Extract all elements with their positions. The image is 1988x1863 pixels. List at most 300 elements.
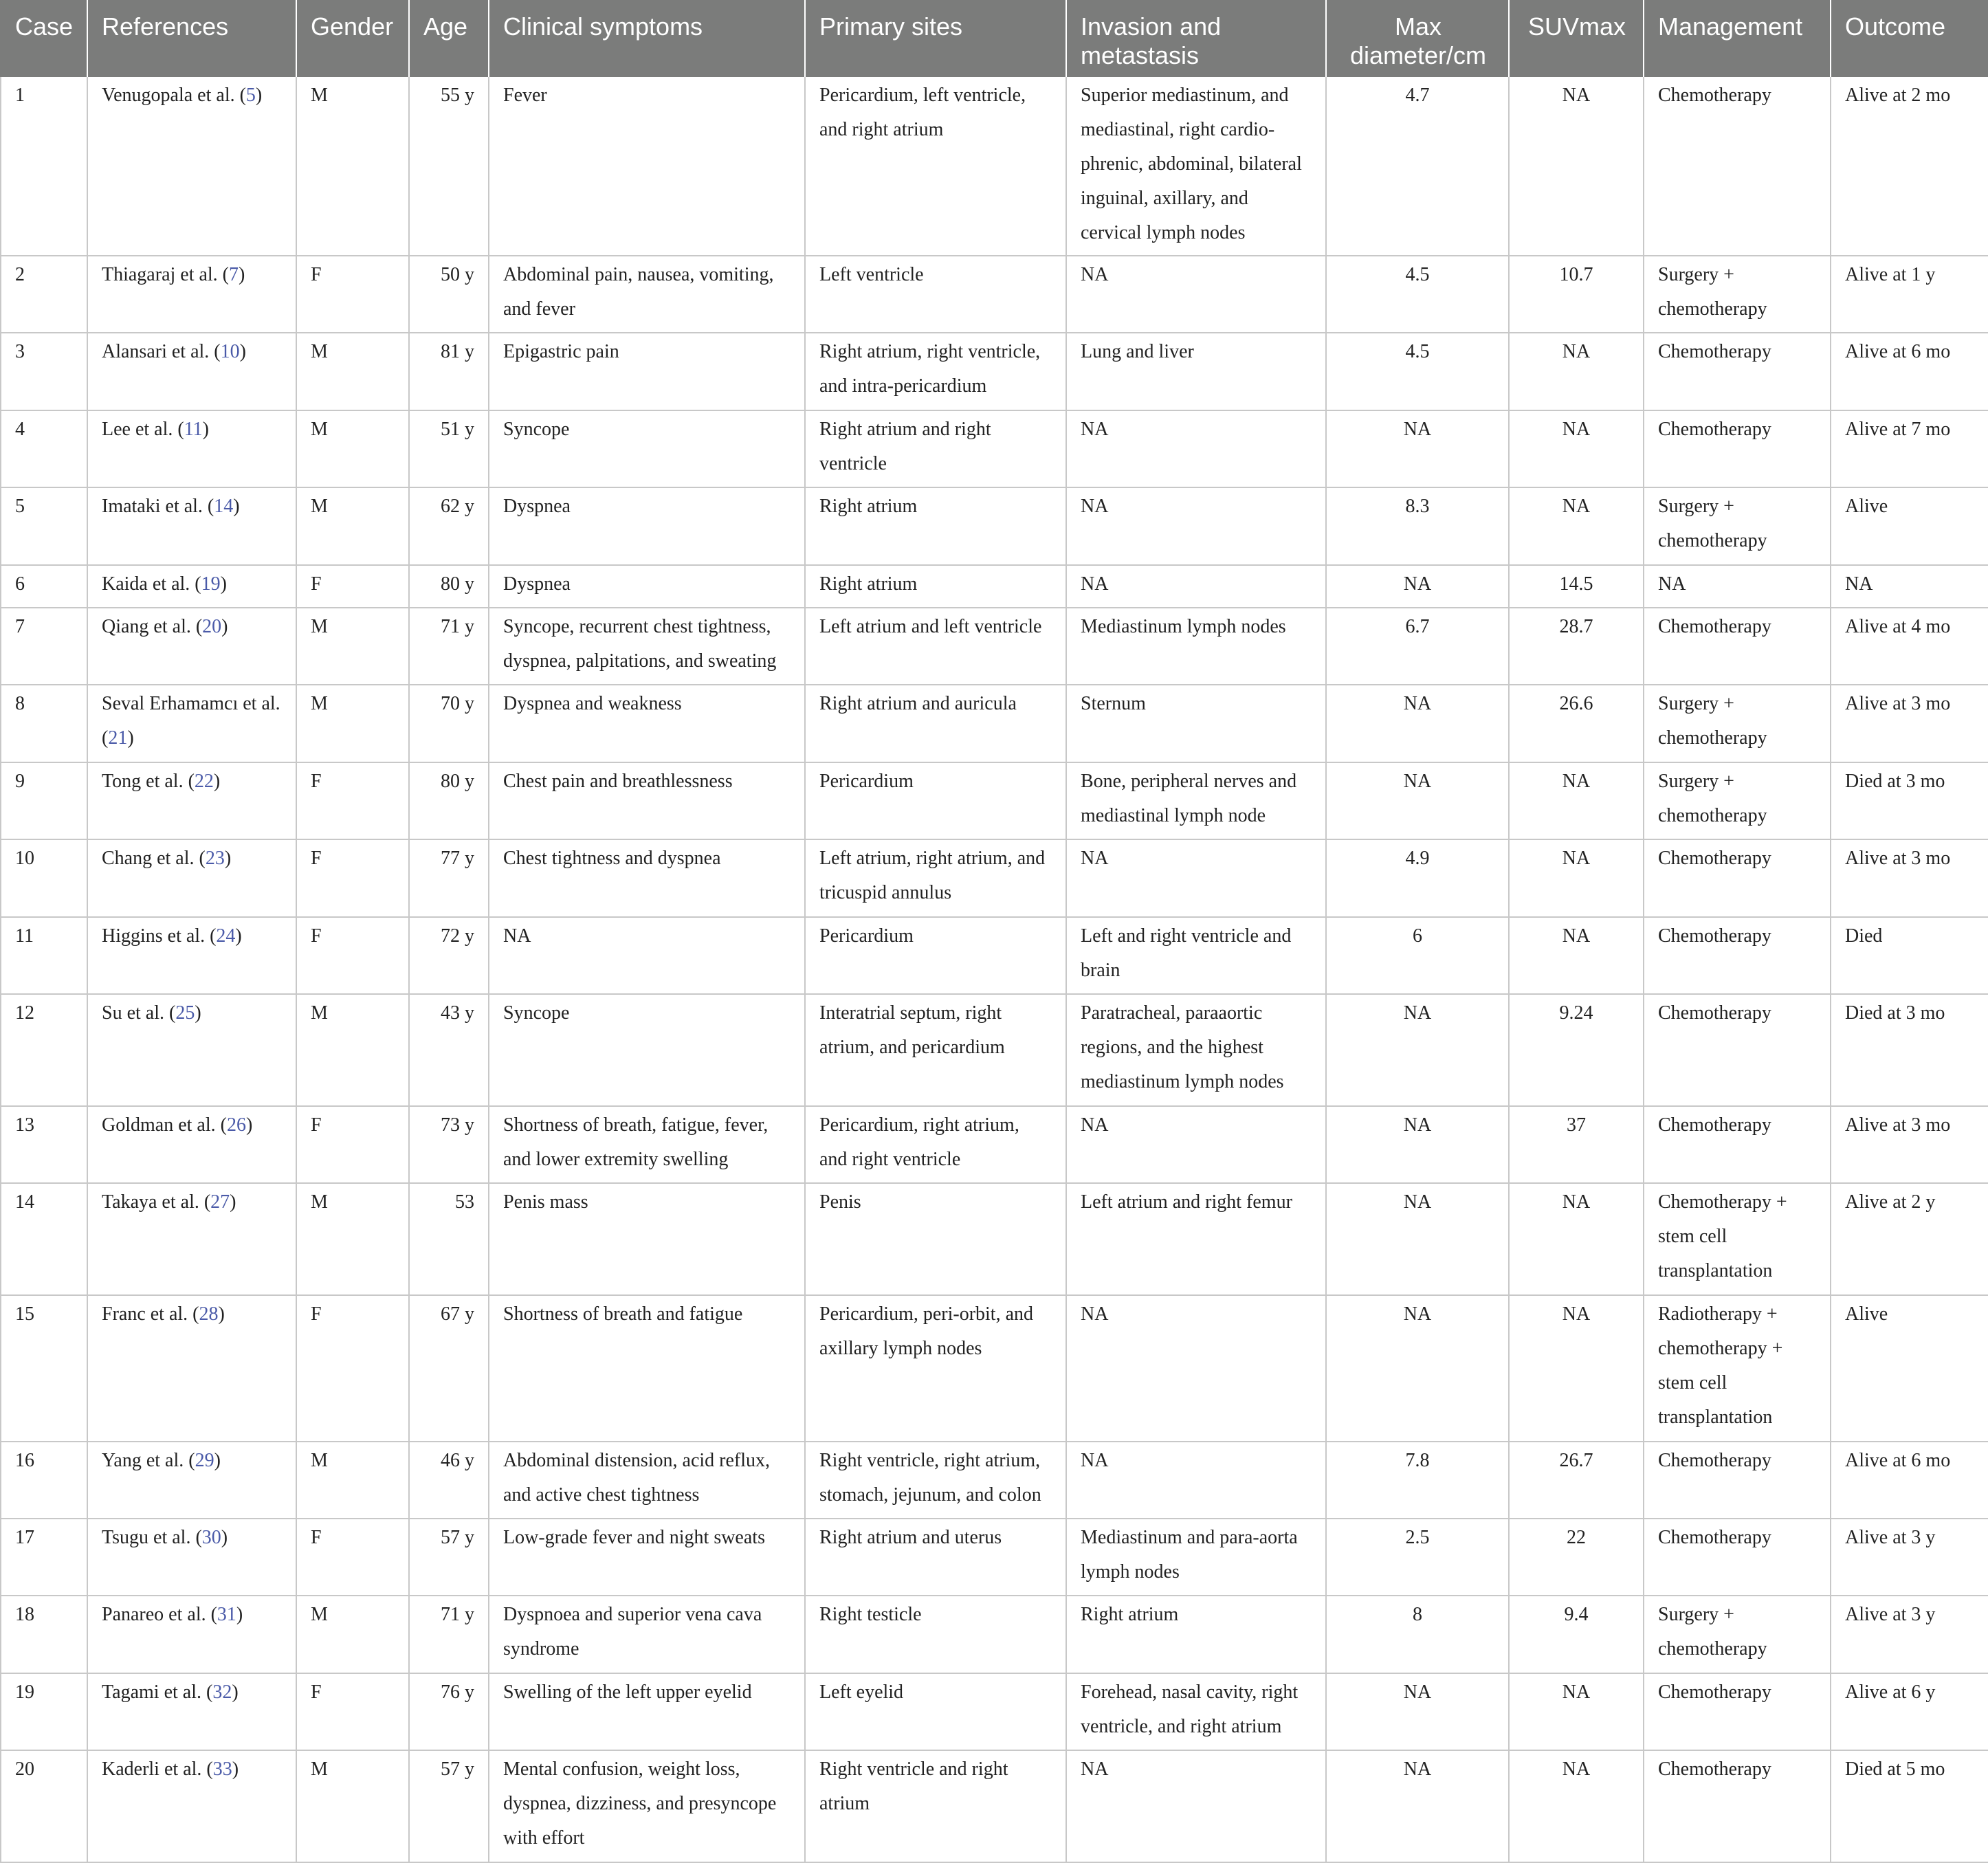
cell-symptoms: Shortness of breath, fatigue, fever, and lower extremity swelling <box>489 1106 805 1183</box>
reference-close: ) <box>214 1449 221 1471</box>
cell-invasion: Lung and liver <box>1066 333 1326 410</box>
reference-close: ) <box>245 1114 253 1136</box>
cell-primary-sites: Right ventricle and right atrium <box>805 1750 1066 1862</box>
cell-max-diameter: 6 <box>1326 917 1509 994</box>
cell-gender: M <box>296 1183 409 1295</box>
reference-number-link[interactable]: 31 <box>217 1604 236 1626</box>
header-symptoms: Clinical symptoms <box>489 0 805 77</box>
cell-gender: M <box>296 685 409 762</box>
cell-reference <box>87 1106 296 1183</box>
reference-number-link[interactable]: 33 <box>212 1759 232 1781</box>
reference-number-link[interactable]: 26 <box>226 1114 246 1136</box>
cell-invasion: NA <box>1066 839 1326 916</box>
cell-reference <box>87 410 296 487</box>
cell-outcome: Died at 3 mo <box>1831 994 1988 1106</box>
cell-max-diameter: NA <box>1326 1183 1509 1295</box>
reference-number-link[interactable]: 21 <box>108 727 128 749</box>
cell-reference <box>87 994 296 1106</box>
cell-suvmax: 26.6 <box>1509 685 1644 762</box>
cell-suvmax: 22 <box>1509 1519 1644 1596</box>
cell-case: 13 <box>1 1106 87 1183</box>
cell-age: 80 y <box>409 565 489 608</box>
table-row <box>1 565 1988 608</box>
cell-symptoms: Swelling of the left upper eyelid <box>489 1673 805 1750</box>
reference-close: ) <box>127 727 134 749</box>
cell-age: 53 <box>409 1183 489 1295</box>
cell-reference <box>87 1673 296 1750</box>
reference-author: Tagami et al. ( <box>102 1681 213 1703</box>
cell-age: 55 y <box>409 77 489 256</box>
cell-reference <box>87 1750 296 1862</box>
cell-management: Chemotherapy <box>1644 1519 1831 1596</box>
cell-management: Surgery + chemotherapy <box>1644 1596 1831 1673</box>
reference-number-link[interactable]: 5 <box>245 85 256 106</box>
cell-primary-sites: Pericardium <box>805 762 1066 839</box>
cell-invasion: Paratracheal, paraaortic regions, and the highest mediastinum lymph nodes <box>1066 994 1326 1106</box>
cell-primary-sites: Penis <box>805 1183 1066 1295</box>
cell-primary-sites: Left atrium and left ventricle <box>805 608 1066 685</box>
cell-outcome: Alive <box>1831 487 1988 564</box>
cell-invasion: NA <box>1066 1442 1326 1519</box>
reference-close: ) <box>236 1604 243 1626</box>
cell-age: 73 y <box>409 1106 489 1183</box>
cell-reference <box>87 256 296 333</box>
cell-suvmax: NA <box>1509 917 1644 994</box>
table-row <box>1 839 1988 916</box>
header-suvmax: SUVmax <box>1509 0 1644 77</box>
table-row <box>1 1519 1988 1596</box>
cell-symptoms: Chest tightness and dyspnea <box>489 839 805 916</box>
reference-author: Franc et al. ( <box>102 1303 199 1325</box>
cell-management: NA <box>1644 565 1831 608</box>
cell-reference <box>87 762 296 839</box>
cell-invasion: Sternum <box>1066 685 1326 762</box>
cell-primary-sites: Right atrium <box>805 487 1066 564</box>
cell-max-diameter: 4.9 <box>1326 839 1509 916</box>
cell-outcome: Alive at 2 mo <box>1831 77 1988 256</box>
cell-case: 14 <box>1 1183 87 1295</box>
reference-author: Kaida et al. ( <box>102 573 201 595</box>
reference-number-link[interactable]: 28 <box>199 1303 219 1325</box>
reference-close: ) <box>195 1002 201 1024</box>
reference-number-link[interactable]: 24 <box>216 925 236 947</box>
cell-suvmax: NA <box>1509 410 1644 487</box>
table-row <box>1 685 1988 762</box>
header-primary-sites: Primary sites <box>805 0 1066 77</box>
table-row <box>1 1183 1988 1295</box>
cell-management: Chemotherapy <box>1644 1442 1831 1519</box>
cell-reference <box>87 1519 296 1596</box>
cell-gender: F <box>296 1106 409 1183</box>
cell-gender: F <box>296 762 409 839</box>
cell-management: Surgery + chemotherapy <box>1644 256 1831 333</box>
cell-management: Chemotherapy <box>1644 410 1831 487</box>
reference-number-link[interactable]: 22 <box>194 770 214 792</box>
cell-primary-sites: Right atrium and uterus <box>805 1519 1066 1596</box>
cell-outcome: Alive at 3 y <box>1831 1519 1988 1596</box>
reference-close: ) <box>235 925 242 947</box>
header-invasion: Invasion and metastasis <box>1066 0 1326 77</box>
reference-author: Panareo et al. ( <box>102 1604 217 1626</box>
reference-author: Lee et al. ( <box>102 418 184 440</box>
cell-age: 76 y <box>409 1673 489 1750</box>
cell-age: 71 y <box>409 608 489 685</box>
cell-age: 71 y <box>409 1596 489 1673</box>
cell-max-diameter: NA <box>1326 1295 1509 1442</box>
cell-management: Chemotherapy <box>1644 1673 1831 1750</box>
table-row <box>1 1596 1988 1673</box>
cell-gender: M <box>296 994 409 1106</box>
cell-suvmax: NA <box>1509 333 1644 410</box>
table-row <box>1 487 1988 564</box>
cell-suvmax: 26.7 <box>1509 1442 1644 1519</box>
cell-reference <box>87 77 296 256</box>
cell-outcome: Died <box>1831 917 1988 994</box>
table-row <box>1 1750 1988 1862</box>
cell-symptoms: Syncope <box>489 410 805 487</box>
table-row <box>1 410 1988 487</box>
reference-close: ) <box>224 848 232 870</box>
reference-author: Su et al. ( <box>102 1002 176 1024</box>
reference-number-link[interactable]: 19 <box>201 573 221 595</box>
cell-invasion: NA <box>1066 1295 1326 1442</box>
cell-primary-sites: Left eyelid <box>805 1673 1066 1750</box>
cell-primary-sites: Pericardium, left ventricle, and right atrium <box>805 77 1066 256</box>
cell-gender: F <box>296 565 409 608</box>
cell-symptoms: Dyspnoea and superior vena cava syndrome <box>489 1596 805 1673</box>
cell-max-diameter: NA <box>1326 762 1509 839</box>
cell-management: Radiotherapy + chemotherapy + stem cell transplantation <box>1644 1295 1831 1442</box>
cell-case: 2 <box>1 256 87 333</box>
table-row <box>1 762 1988 839</box>
header-gender: Gender <box>296 0 409 77</box>
cell-age: 77 y <box>409 839 489 916</box>
cell-suvmax: 37 <box>1509 1106 1644 1183</box>
reference-author: Tsugu et al. ( <box>102 1526 202 1548</box>
cell-age: 51 y <box>409 410 489 487</box>
cell-symptoms: Epigastric pain <box>489 333 805 410</box>
cell-case: 5 <box>1 487 87 564</box>
cell-suvmax: 14.5 <box>1509 565 1644 608</box>
reference-close: ) <box>233 496 240 518</box>
cell-primary-sites: Right atrium <box>805 565 1066 608</box>
reference-author: Tong et al. ( <box>102 770 195 792</box>
cell-outcome: Died at 3 mo <box>1831 762 1988 839</box>
cell-age: 62 y <box>409 487 489 564</box>
reference-close: ) <box>255 85 263 106</box>
reference-number-link[interactable]: 29 <box>195 1449 214 1471</box>
cell-age: 46 y <box>409 1442 489 1519</box>
cell-case: 18 <box>1 1596 87 1673</box>
cell-primary-sites: Right atrium and right ventricle <box>805 410 1066 487</box>
cell-outcome: Alive <box>1831 1295 1988 1442</box>
header-references: References <box>87 0 296 77</box>
reference-author: Takaya et al. ( <box>102 1191 211 1213</box>
cell-outcome: Alive at 6 y <box>1831 1673 1988 1750</box>
cell-suvmax: 9.4 <box>1509 1596 1644 1673</box>
reference-close: ) <box>239 341 246 363</box>
reference-author: Higgins et al. ( <box>102 925 217 947</box>
cell-max-diameter: 4.5 <box>1326 256 1509 333</box>
cell-outcome: Alive at 6 mo <box>1831 1442 1988 1519</box>
table-row <box>1 333 1988 410</box>
cell-symptoms: Fever <box>489 77 805 256</box>
cell-symptoms: Syncope <box>489 994 805 1106</box>
reference-author: Alansari et al. ( <box>102 341 221 363</box>
cell-symptoms: Abdominal distension, acid reflux, and active chest tightness <box>489 1442 805 1519</box>
cell-gender: F <box>296 256 409 333</box>
cell-management: Chemotherapy <box>1644 917 1831 994</box>
cell-invasion: NA <box>1066 410 1326 487</box>
cell-reference <box>87 1183 296 1295</box>
reference-number-link[interactable]: 20 <box>202 615 222 637</box>
cell-max-diameter: 7.8 <box>1326 1442 1509 1519</box>
cell-management: Chemotherapy <box>1644 608 1831 685</box>
cell-age: 72 y <box>409 917 489 994</box>
cell-primary-sites: Pericardium, right atrium, and right ventricle <box>805 1106 1066 1183</box>
cell-outcome: Alive at 2 y <box>1831 1183 1988 1295</box>
cell-invasion: NA <box>1066 1106 1326 1183</box>
header-management: Management <box>1644 0 1831 77</box>
cell-management: Chemotherapy <box>1644 1106 1831 1183</box>
cell-case: 1 <box>1 77 87 256</box>
cell-reference <box>87 1295 296 1442</box>
reference-close: ) <box>232 1681 239 1703</box>
cell-max-diameter: NA <box>1326 1106 1509 1183</box>
cell-gender: F <box>296 1673 409 1750</box>
cell-gender: F <box>296 839 409 916</box>
header-age: Age <box>409 0 489 77</box>
cell-suvmax: 9.24 <box>1509 994 1644 1106</box>
cell-management: Chemotherapy <box>1644 839 1831 916</box>
cell-reference <box>87 1442 296 1519</box>
cell-symptoms: Shortness of breath and fatigue <box>489 1295 805 1442</box>
cell-primary-sites: Pericardium, peri-orbit, and axillary lymph nodes <box>805 1295 1066 1442</box>
reference-number-link[interactable]: 25 <box>175 1002 195 1024</box>
cell-outcome: Alive at 7 mo <box>1831 410 1988 487</box>
cell-reference <box>87 839 296 916</box>
cell-age: 57 y <box>409 1519 489 1596</box>
cell-symptoms: Dyspnea and weakness <box>489 685 805 762</box>
cell-suvmax: NA <box>1509 1183 1644 1295</box>
cell-age: 80 y <box>409 762 489 839</box>
reference-close: ) <box>232 1759 239 1781</box>
reference-close: ) <box>230 1191 236 1213</box>
reference-close: ) <box>218 1303 225 1325</box>
cell-gender: F <box>296 1295 409 1442</box>
cell-symptoms: Low-grade fever and night sweats <box>489 1519 805 1596</box>
reference-number-link[interactable]: 11 <box>184 418 203 440</box>
cell-max-diameter: NA <box>1326 410 1509 487</box>
cell-max-diameter: 2.5 <box>1326 1519 1509 1596</box>
reference-author: Yang et al. ( <box>102 1449 195 1471</box>
cell-gender: M <box>296 410 409 487</box>
table-row <box>1 608 1988 685</box>
reference-number-link[interactable]: 10 <box>220 341 240 363</box>
cell-age: 50 y <box>409 256 489 333</box>
cell-primary-sites: Pericardium <box>805 917 1066 994</box>
table-body <box>1 77 1988 1862</box>
cell-primary-sites: Interatrial septum, right atrium, and pericardium <box>805 994 1066 1106</box>
reference-number-link[interactable]: 32 <box>212 1681 232 1703</box>
table-row <box>1 1106 1988 1183</box>
cell-case: 19 <box>1 1673 87 1750</box>
cell-case: 11 <box>1 917 87 994</box>
reference-number-link[interactable]: 27 <box>210 1191 230 1213</box>
cell-case: 4 <box>1 410 87 487</box>
cell-reference <box>87 565 296 608</box>
cell-case: 3 <box>1 333 87 410</box>
cell-invasion: Left and right ventricle and brain <box>1066 917 1326 994</box>
cell-outcome: Alive at 4 mo <box>1831 608 1988 685</box>
table-row <box>1 994 1988 1106</box>
cell-age: 70 y <box>409 685 489 762</box>
cell-max-diameter: 4.7 <box>1326 77 1509 256</box>
reference-close: ) <box>202 418 209 440</box>
cell-gender: M <box>296 1750 409 1862</box>
cell-case: 9 <box>1 762 87 839</box>
cell-max-diameter: 6.7 <box>1326 608 1509 685</box>
cell-case: 8 <box>1 685 87 762</box>
cell-invasion: Forehead, nasal cavity, right ventricle, and right atrium <box>1066 1673 1326 1750</box>
cell-invasion: Mediastinum lymph nodes <box>1066 608 1326 685</box>
reference-close: ) <box>221 615 228 637</box>
table-row <box>1 256 1988 333</box>
cell-symptoms: Dyspnea <box>489 565 805 608</box>
cell-max-diameter: 4.5 <box>1326 333 1509 410</box>
reference-number-link[interactable]: 30 <box>201 1526 221 1548</box>
reference-close: ) <box>213 770 221 792</box>
cell-gender: F <box>296 1519 409 1596</box>
cell-primary-sites: Right ventricle, right atrium, stomach, jejunum, and colon <box>805 1442 1066 1519</box>
reference-author: Seval Erhamamcı et al. ( <box>102 693 280 749</box>
cell-suvmax: NA <box>1509 77 1644 256</box>
cell-reference <box>87 1596 296 1673</box>
cell-case: 12 <box>1 994 87 1106</box>
cell-management: Chemotherapy <box>1644 333 1831 410</box>
cell-age: 57 y <box>409 1750 489 1862</box>
cell-outcome: Alive at 6 mo <box>1831 333 1988 410</box>
cell-symptoms: Mental confusion, weight loss, dyspnea, dizziness, and presyncope with effort <box>489 1750 805 1862</box>
cell-invasion: NA <box>1066 1750 1326 1862</box>
cell-case: 6 <box>1 565 87 608</box>
cell-max-diameter: NA <box>1326 1750 1509 1862</box>
cell-suvmax: NA <box>1509 1750 1644 1862</box>
cell-reference <box>87 487 296 564</box>
cell-management: Surgery + chemotherapy <box>1644 762 1831 839</box>
cell-suvmax: 10.7 <box>1509 256 1644 333</box>
header-max-diameter: Max diameter/cm <box>1326 0 1509 77</box>
cell-suvmax: NA <box>1509 839 1644 916</box>
reference-number-link[interactable]: 23 <box>205 848 225 870</box>
reference-close: ) <box>220 573 227 595</box>
cell-primary-sites: Left atrium, right atrium, and tricuspid annulus <box>805 839 1066 916</box>
cell-case: 15 <box>1 1295 87 1442</box>
cell-age: 43 y <box>409 994 489 1106</box>
cell-management: Surgery + chemotherapy <box>1644 685 1831 762</box>
reference-close: ) <box>239 264 245 285</box>
header-case: Case <box>1 0 87 77</box>
cell-primary-sites: Right testicle <box>805 1596 1066 1673</box>
cell-suvmax: NA <box>1509 1673 1644 1750</box>
cell-reference <box>87 685 296 762</box>
reference-number-link[interactable]: 14 <box>214 496 234 518</box>
cell-case: 20 <box>1 1750 87 1862</box>
cell-invasion: NA <box>1066 256 1326 333</box>
cell-suvmax: NA <box>1509 762 1644 839</box>
table-row <box>1 1442 1988 1519</box>
cell-management: Chemotherapy <box>1644 1750 1831 1862</box>
reference-number-link[interactable]: 7 <box>229 264 239 285</box>
cell-primary-sites: Right atrium and auricula <box>805 685 1066 762</box>
cell-age: 67 y <box>409 1295 489 1442</box>
table-row <box>1 77 1988 256</box>
cell-symptoms: Dyspnea <box>489 487 805 564</box>
cell-case: 10 <box>1 839 87 916</box>
cell-management: Chemotherapy <box>1644 994 1831 1106</box>
reference-author: Venugopala et al. ( <box>102 85 246 106</box>
cell-primary-sites: Right atrium, right ventricle, and intra-pericardium <box>805 333 1066 410</box>
cell-management: Chemotherapy <box>1644 77 1831 256</box>
cell-symptoms: Penis mass <box>489 1183 805 1295</box>
cell-max-diameter: NA <box>1326 685 1509 762</box>
cell-case: 17 <box>1 1519 87 1596</box>
table-row <box>1 1673 1988 1750</box>
cell-suvmax: NA <box>1509 487 1644 564</box>
cell-invasion: Mediastinum and para-aorta lymph nodes <box>1066 1519 1326 1596</box>
cell-outcome: Alive at 3 mo <box>1831 1106 1988 1183</box>
cell-max-diameter: 8.3 <box>1326 487 1509 564</box>
cell-gender: M <box>296 333 409 410</box>
cell-invasion: Left atrium and right femur <box>1066 1183 1326 1295</box>
cell-max-diameter: NA <box>1326 1673 1509 1750</box>
reference-author: Kaderli et al. ( <box>102 1759 213 1781</box>
cell-case: 16 <box>1 1442 87 1519</box>
cell-gender: M <box>296 1596 409 1673</box>
cell-outcome: Died at 5 mo <box>1831 1750 1988 1862</box>
reference-close: ) <box>221 1526 228 1548</box>
cell-management: Surgery + chemotherapy <box>1644 487 1831 564</box>
cell-suvmax: NA <box>1509 1295 1644 1442</box>
cell-outcome: Alive at 3 y <box>1831 1596 1988 1673</box>
cell-max-diameter: NA <box>1326 994 1509 1106</box>
cell-symptoms: Chest pain and breathlessness <box>489 762 805 839</box>
cell-invasion: NA <box>1066 565 1326 608</box>
cell-management: Chemotherapy + stem cell transplantation <box>1644 1183 1831 1295</box>
reference-author: Goldman et al. ( <box>102 1114 227 1136</box>
cell-primary-sites: Left ventricle <box>805 256 1066 333</box>
cell-invasion: Superior mediastinum, and mediastinal, right cardio-phrenic, abdominal, bilateral inguinal, axillary, and cervical lymph nodes <box>1066 77 1326 256</box>
cell-age: 81 y <box>409 333 489 410</box>
cell-outcome: NA <box>1831 565 1988 608</box>
cell-outcome: Alive at 1 y <box>1831 256 1988 333</box>
cell-gender: M <box>296 1442 409 1519</box>
cell-gender: M <box>296 487 409 564</box>
reference-author: Imataki et al. ( <box>102 496 214 518</box>
header-row <box>1 0 1988 77</box>
reference-author: Chang et al. ( <box>102 848 206 870</box>
cell-reference <box>87 333 296 410</box>
cell-suvmax: 28.7 <box>1509 608 1644 685</box>
header-outcome: Outcome <box>1831 0 1988 77</box>
cell-symptoms: NA <box>489 917 805 994</box>
cell-max-diameter: 8 <box>1326 1596 1509 1673</box>
cell-outcome: Alive at 3 mo <box>1831 839 1988 916</box>
cell-invasion: Bone, peripheral nerves and mediastinal lymph node <box>1066 762 1326 839</box>
cell-gender: M <box>296 77 409 256</box>
cell-case: 7 <box>1 608 87 685</box>
cell-reference <box>87 608 296 685</box>
